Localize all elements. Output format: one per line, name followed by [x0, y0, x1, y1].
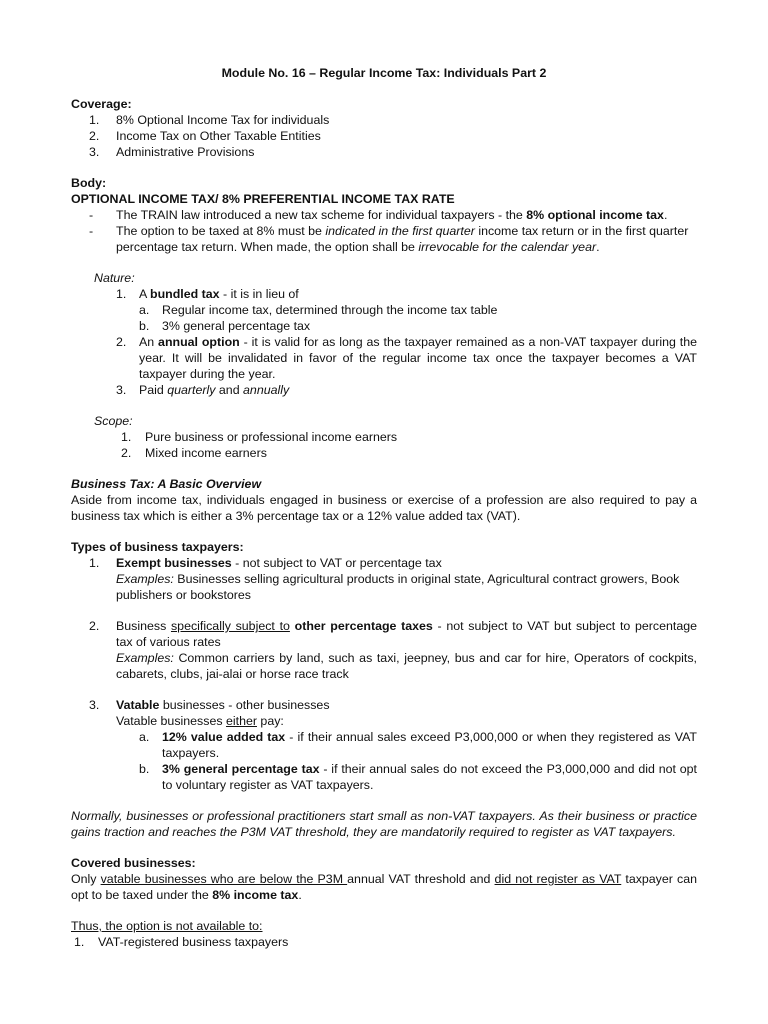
- types-item: 2. Business specifically subject to other percentage taxes - not subject to VAT but subject to percentage tax of various rates: [89, 619, 697, 649]
- vatable-subitem: a. 12% value added tax - if their annual sales exceed P3,000,000 or when they registered as VAT taxpayers.: [139, 730, 697, 760]
- page-title: Module No. 16 – Regular Income Tax: Individuals Part 2: [221, 66, 547, 80]
- coverage-item: 2. Income Tax on Other Taxable Entities: [89, 129, 321, 143]
- examples-text: Examples: Businesses selling agricultural products in original state, Agricultural contract growers, Book publishers or bookstores: [116, 572, 680, 602]
- nature-subitem: a. Regular income tax, determined through the income tax table: [139, 303, 498, 317]
- scope-heading: Scope:: [94, 414, 133, 428]
- document-content: [71, 65, 697, 950]
- vatable-subitem: b. 3% general percentage tax - if their annual sales do not exceed the P3,000,000 and did not opt to voluntary register as VAT taxpayers.: [139, 762, 697, 792]
- coverage-item: 3. Administrative Provisions: [89, 145, 255, 159]
- coverage-item: 1. 8% Optional Income Tax for individuals: [89, 113, 330, 127]
- covered-heading: Covered businesses:: [71, 856, 196, 870]
- vatable-note: Vatable businesses either pay:: [116, 714, 284, 728]
- bullet-item: - The TRAIN law introduced a new tax scheme for individual taxpayers - the 8% optional income tax.: [89, 208, 668, 222]
- section-heading: OPTIONAL INCOME TAX/ 8% PREFERENTIAL INCOME TAX RATE: [71, 192, 455, 206]
- business-tax-heading: Business Tax: A Basic Overview: [71, 477, 262, 491]
- scope-item: 2. Mixed income earners: [121, 446, 267, 460]
- nature-subitem: b. 3% general percentage tax: [139, 319, 311, 333]
- scope-item: 1. Pure business or professional income earners: [121, 430, 398, 444]
- nature-item: 1. A bundled tax - it is in lieu of: [116, 287, 299, 301]
- thus-heading: Thus, the option is not available to:: [71, 919, 263, 933]
- covered-paragraph: Only vatable businesses who are below the P3M annual VAT threshold and did not register as VAT taxpayer can opt to be taxed under the 8% income tax.: [71, 872, 698, 902]
- types-item: 3. Vatable businesses - other businesses: [89, 698, 330, 712]
- nature-heading: Nature:: [94, 271, 135, 285]
- threshold-note: Normally, businesses or professional practitioners start small as non-VAT taxpayers. As their business or practice gains traction and reaches the P3M VAT threshold, they are mandatorily required to register as VAT taxpayers.: [71, 809, 697, 839]
- examples-text: Examples: Common carriers by land, such as taxi, jeepney, bus and car for hire, Operators of cockpits, cabarets, clubs, jai-alai or horse race track: [116, 651, 697, 681]
- business-tax-paragraph: Aside from income tax, individuals engaged in business or exercise of a profession are also required to pay a business tax which is either a 3% percentage tax or a 12% value added tax (VAT).: [71, 493, 697, 523]
- types-item: 1. Exempt businesses - not subject to VAT or percentage tax: [89, 556, 442, 570]
- types-heading: Types of business taxpayers:: [71, 540, 244, 554]
- thus-item: 1. VAT-registered business taxpayers: [74, 935, 289, 949]
- coverage-heading: Coverage:: [71, 97, 132, 111]
- bullet-item: - The option to be taxed at 8% must be indicated in the first quarter income tax return or in the first quarter percentage tax return. When made, the option shall be irrevocable for the calendar year.: [89, 224, 689, 254]
- nature-item: 3. Paid quarterly and annually: [116, 383, 290, 397]
- nature-item: 2. An annual option - it is valid for as long as the taxpayer remained as a non-VAT taxpayer during the year. It will be invalidated in favor of the regular income tax once the taxpayer becomes a VAT taxpayer during the year.: [116, 335, 697, 381]
- body-heading: Body:: [71, 176, 107, 190]
